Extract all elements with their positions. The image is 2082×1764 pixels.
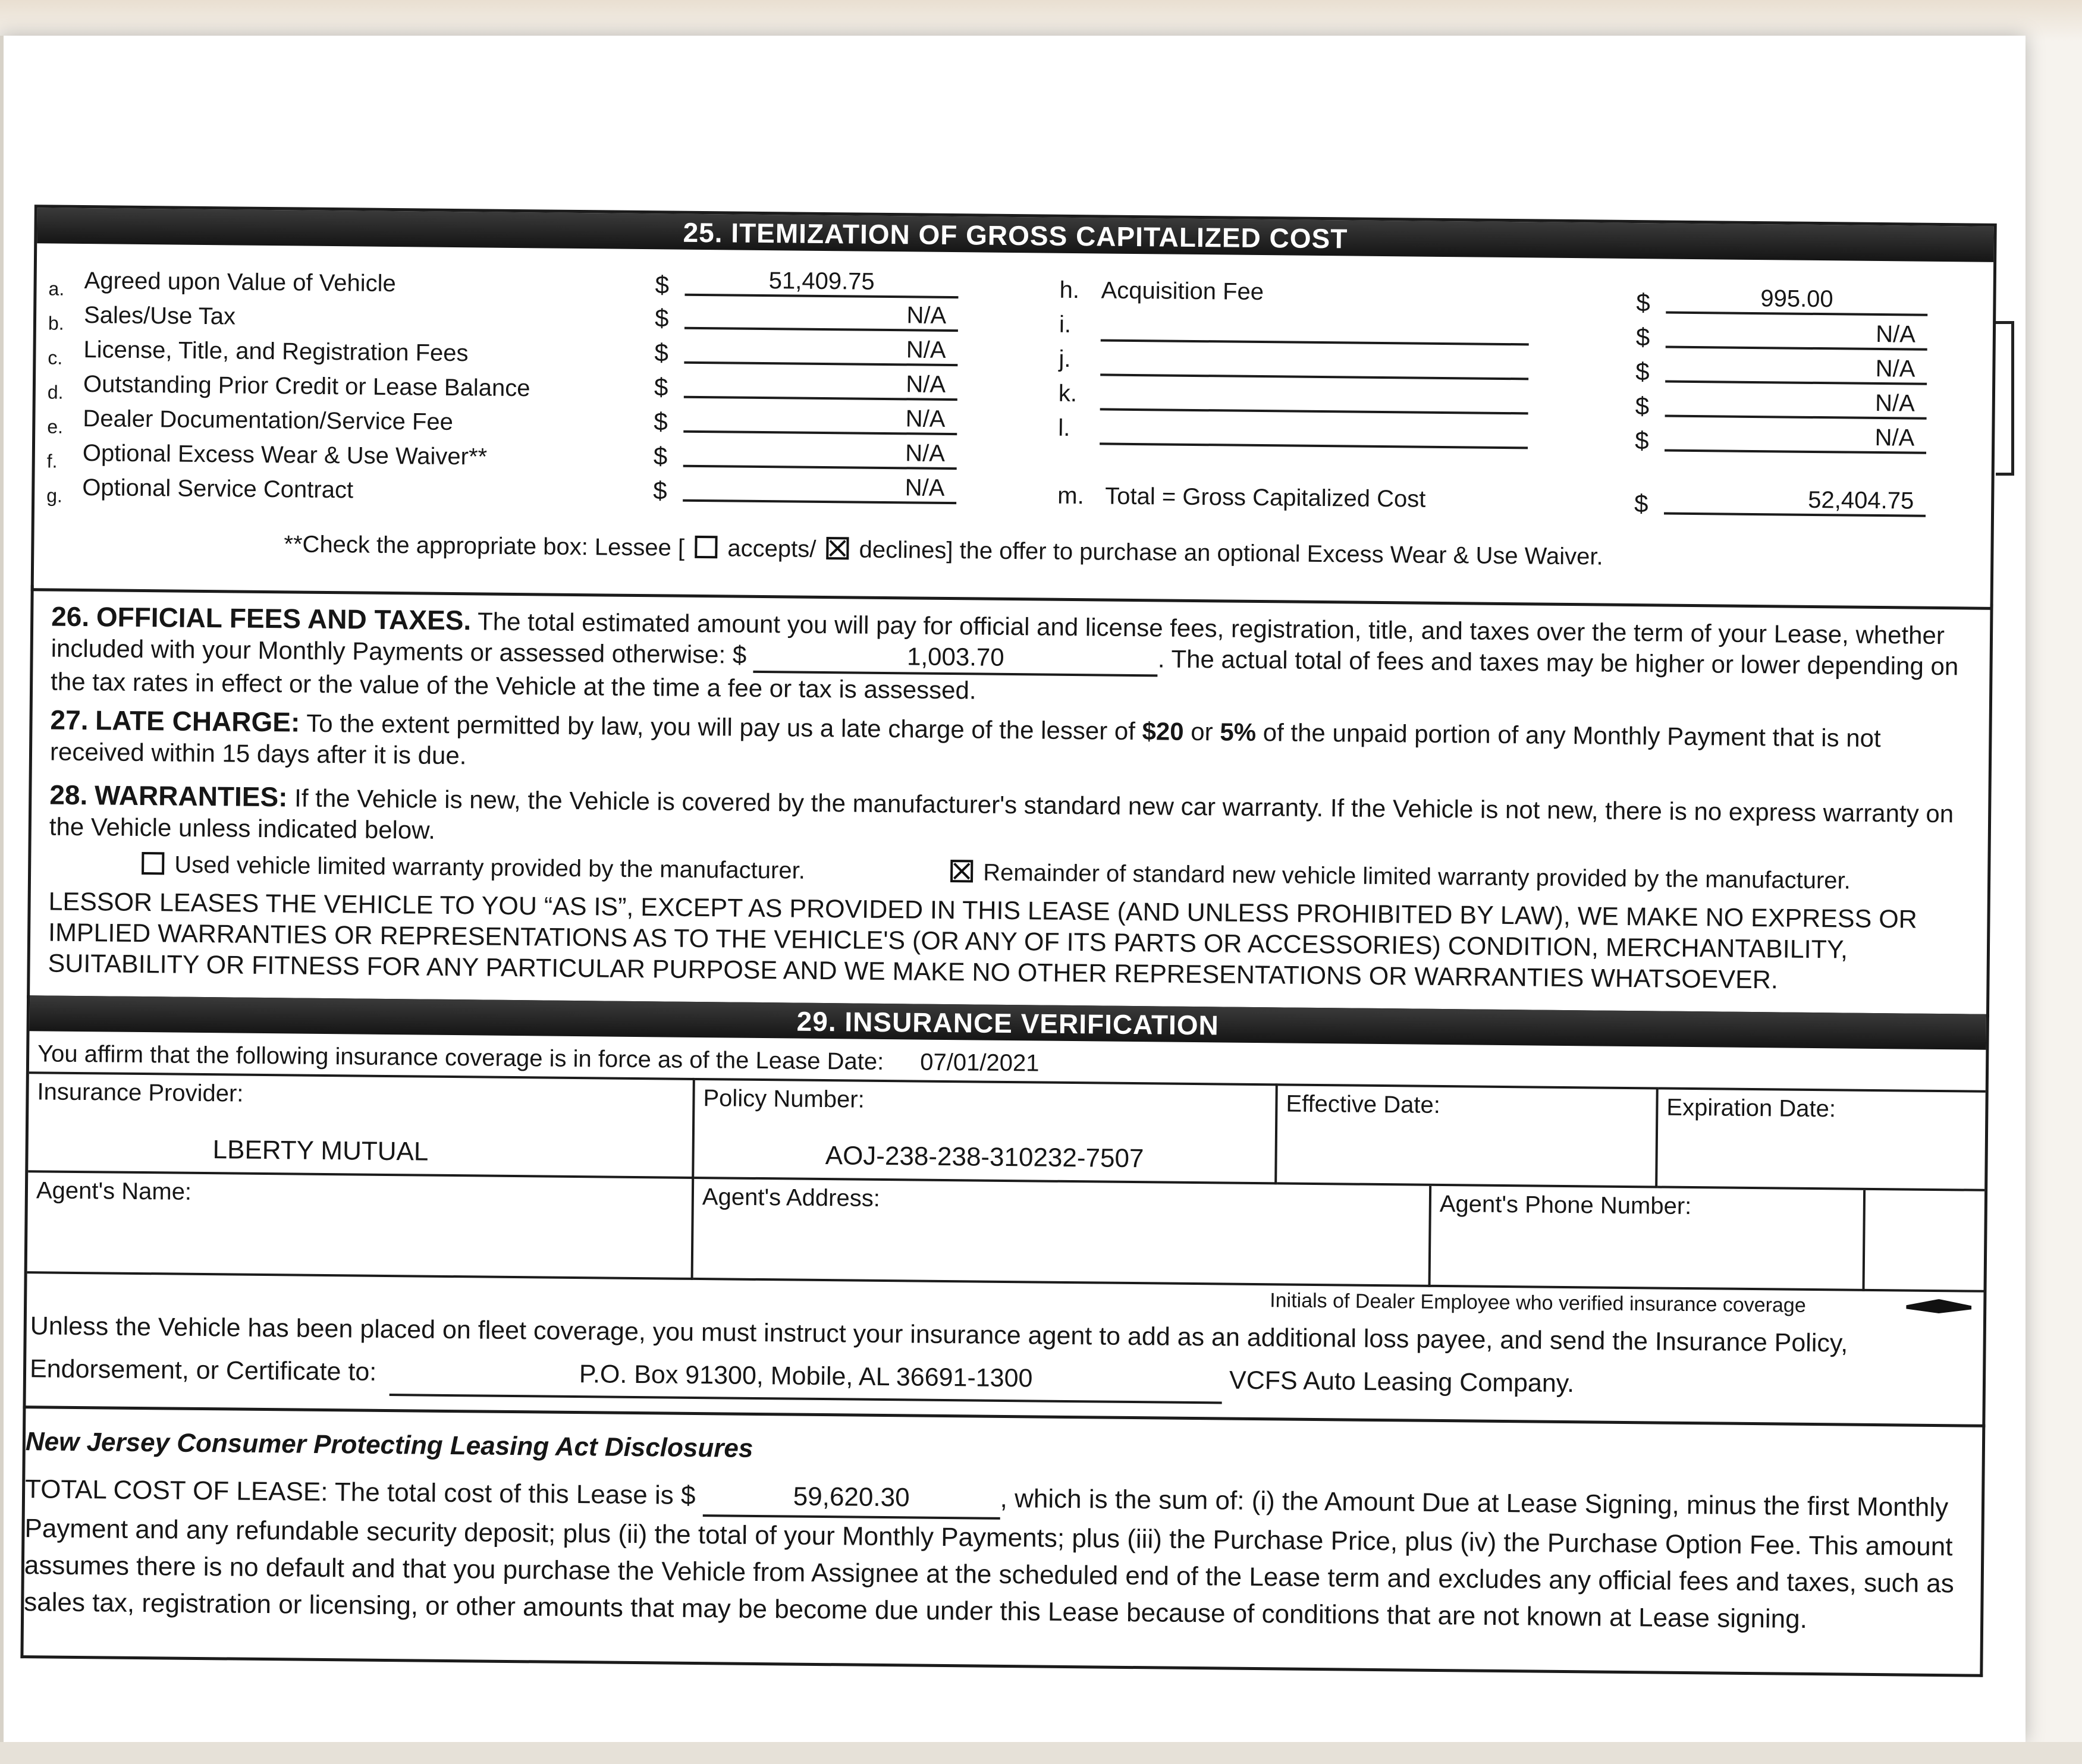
value-field: N/A [1665, 421, 1926, 454]
remainder-warranty-label: Remainder of standard new vehicle limited warranty provided by the manufacturer. [983, 859, 1851, 894]
nj-disclosure-box [20, 1405, 1985, 1677]
section-26-text: The total estimated amount you will pay for official and license fees, registration, title, and taxes over the term of your Lease, whether included with your Monthly Payments or assessed otherwise: $ [51, 607, 1945, 669]
currency-sign: $ [1635, 323, 1650, 351]
remainder-warranty-checkbox[interactable] [950, 860, 973, 882]
insurance-provider-label: Insurance Provider: [37, 1078, 244, 1107]
item-label: Dealer Documentation/Service Fee [83, 405, 454, 435]
value-field: 51,409.75 [684, 265, 958, 298]
item-label: Optional Service Contract [82, 474, 354, 504]
currency-sign: $ [654, 373, 668, 401]
effective-date-label: Effective Date: [1286, 1090, 1441, 1118]
blank-field [1100, 345, 1528, 380]
sections-26-28-box [27, 585, 1993, 1017]
blank-field [1101, 310, 1529, 345]
value-field: N/A [684, 333, 957, 366]
item-letter: j. [1059, 345, 1071, 372]
page-bottom-shadow [0, 1742, 2082, 1764]
item-letter: c. [48, 347, 63, 369]
instruction-text: Unless the Vehicle has been placed on fleet coverage, you must instruct your insurance agent to add as an additional loss payee, and send the Insurance Policy, Endorsement, or Certificate to: [29, 1312, 1848, 1386]
agent-address-cell [693, 1179, 1432, 1287]
section-28-text: If the Vehicle is new, the Vehicle is covered by the manufacturer's standard new car warranty. If the Vehicle is not new, there is no express warranty on the Vehicle unless indicated below. [49, 784, 1954, 844]
accepts-label: accepts/ [727, 535, 817, 562]
as-is-disclaimer: LESSOR LEASES THE VEHICLE TO YOU “AS IS”, EXCEPT AS PROVIDED IN THIS LEASE (AND UNLESS PROHIBITED BY LAW), WE MAKE NO EXPRESS OR IMPLIED WARRANTIES OR REPRESENTATIONS AS TO THE VEHICLE'S (OR ANY OF ITS PARTS OR ACCESSORIES) CONDITION, MERCHANTABILITY, SUITABILITY OR FITNESS FOR ANY PARTICULAR PURPOSE AND WE MAKE NO OTHER REPRESENTATIONS OR WARRANTIES WHATSOEVER. [48, 887, 1917, 995]
currency-sign: $ [653, 442, 668, 470]
section-25-box [31, 205, 1997, 610]
waiver-check-row [284, 531, 1603, 570]
waiver-note-end: declines] the offer to purchase an optional Excess Wear & Use Waiver. [859, 536, 1603, 570]
section-27-number: 27. [50, 704, 89, 736]
section-25-title: 25. ITEMIZATION OF GROSS CAPITALIZED COST [37, 207, 1993, 262]
section-27-text-end: of the unpaid portion of any Monthly Payment that is not received within 15 days after it is due. [49, 718, 1881, 770]
currency-sign: $ [1634, 426, 1649, 455]
value-field: N/A [1665, 352, 1927, 385]
item-letter: e. [47, 416, 64, 438]
margin-bracket [1996, 321, 2014, 476]
payee-company: VCFS Auto Leasing Company. [1229, 1366, 1575, 1398]
insurance-provider-value: LBERTY MUTUAL [212, 1135, 429, 1166]
used-warranty-option [138, 851, 805, 885]
fees-taxes-amount: 1,003.70 [753, 640, 1158, 677]
item-letter: a. [48, 278, 65, 300]
agent-name-label: Agent's Name: [36, 1177, 192, 1205]
section-26-text-end: . The actual total of fees and taxes may be higher or lower depending on the tax rates in effect or the value of the Vehicle at the time a fee or tax is assessed. [50, 644, 1959, 705]
payee-address: P.O. Box 91300, Mobile, AL 36691-1300 [390, 1351, 1223, 1404]
section-26-para [51, 601, 1972, 716]
currency-sign: $ [654, 407, 668, 436]
item-letter: k. [1058, 380, 1078, 407]
currency-sign: $ [654, 304, 669, 332]
section-28-number: 28. [49, 779, 88, 811]
late-fee-percent: 5% [1220, 718, 1257, 746]
accepts-checkbox[interactable] [695, 536, 717, 558]
nj-heading: New Jersey Consumer Protecting Leasing Act Disclosures [25, 1427, 753, 1463]
waiver-note-start: **Check the appropriate box: Lessee [ [284, 531, 685, 561]
expiration-date-label: Expiration Date: [1666, 1094, 1836, 1122]
item-label: Agreed upon Value of Vehicle [84, 268, 396, 297]
section-27-heading: LATE CHARGE: [95, 705, 300, 738]
value-field: 995.00 [1666, 283, 1927, 316]
section-29-box [23, 995, 1989, 1427]
lease-form [20, 205, 1996, 1686]
policy-number-label: Policy Number: [703, 1085, 865, 1113]
total-label: Total = Gross Capitalized Cost [1105, 483, 1426, 512]
blank-field [1100, 379, 1528, 414]
policy-number-cell [694, 1078, 1278, 1184]
item-label: Sales/Use Tax [83, 302, 236, 330]
used-warranty-checkbox[interactable] [142, 852, 164, 875]
value-field: N/A [683, 471, 956, 504]
agent-name-cell [27, 1172, 695, 1280]
expiration-date-value [1658, 1149, 1985, 1152]
total-cost-amount: 59,620.30 [702, 1477, 1000, 1520]
used-warranty-label: Used vehicle limited warranty provided by the manufacturer. [174, 851, 806, 884]
value-field: N/A [683, 402, 957, 435]
section-27-para [50, 705, 1971, 786]
total-cost-text: TOTAL COST OF LEASE: The total cost of this Lease is $ [24, 1474, 696, 1510]
initials-mark-icon [1906, 1299, 1971, 1314]
item-letter: i. [1059, 311, 1072, 338]
section-28-para [49, 779, 1971, 861]
blank-field [1100, 414, 1528, 449]
item-letter: f. [46, 450, 58, 472]
currency-sign: $ [653, 476, 667, 505]
expiration-date-cell [1657, 1087, 1986, 1191]
item-letter: h. [1059, 276, 1080, 304]
item-letter: m. [1057, 482, 1084, 510]
section-29-title: 29. INSURANCE VERIFICATION [30, 995, 1986, 1050]
late-fee-amount: $20 [1142, 717, 1184, 746]
section-26-heading: OFFICIAL FEES AND TAXES. [96, 601, 472, 636]
total-value: 52,404.75 [1664, 484, 1926, 517]
lease-document-page [0, 36, 2026, 1742]
item-label: License, Title, and Registration Fees [83, 337, 469, 367]
affirm-text: You affirm that the following insurance coverage is in force as of the Lease Date: [37, 1040, 884, 1075]
value-field: N/A [1666, 317, 1927, 351]
value-field: N/A [684, 367, 957, 401]
section-28-heading: WARRANTIES: [94, 779, 288, 813]
insurance-provider-cell [28, 1071, 695, 1179]
item-letter: b. [48, 312, 64, 334]
nj-total-cost-para [24, 1471, 1970, 1639]
value-field: N/A [684, 298, 958, 332]
item-label: Acquisition Fee [1101, 277, 1264, 306]
agent-phone-cell [1431, 1186, 1866, 1291]
currency-sign: $ [1634, 489, 1648, 518]
agent-address-label: Agent's Address: [702, 1184, 881, 1212]
currency-sign: $ [1635, 357, 1650, 386]
lease-date: 07/01/2021 [920, 1049, 1040, 1077]
item-label: Outstanding Prior Credit or Lease Balance [83, 371, 530, 402]
currency-sign: $ [655, 271, 670, 299]
agent-phone-extra-cell [1864, 1190, 1984, 1293]
remainder-warranty-option [947, 859, 1851, 895]
policy-number-value: AOJ-238-238-310232-7507 [825, 1141, 1144, 1174]
effective-date-value [1277, 1145, 1656, 1149]
item-letter: d. [47, 381, 64, 403]
affirm-row [37, 1040, 1040, 1077]
value-field: N/A [683, 436, 957, 470]
total-cost-text-end: , which is the sum of: (i) the Amount Due at Lease Signing, minus the first Monthly Payment and any refundable security deposit; plus (ii) the total of your Monthly Payments; plus (iii) the Purchase Price, plus (iv) the Purchase Option Fee. This amount assumes there is no default and that you purchase the Vehicle from Assignee at the scheduled end of the Lease term and excludes any official fees and taxes, such as sales tax, registration or licensing, or other amounts that may be become due under this Lease because of conditions that are not known at Lease signing. [24, 1483, 1955, 1634]
loss-payee-instruction [30, 1304, 1975, 1411]
effective-date-cell [1277, 1083, 1659, 1188]
section-26-number: 26. [51, 600, 90, 633]
agent-phone-label: Agent's Phone Number: [1439, 1190, 1692, 1220]
currency-sign: $ [1636, 288, 1651, 317]
currency-sign: $ [1635, 392, 1650, 420]
currency-sign: $ [654, 338, 669, 367]
item-letter: l. [1058, 414, 1070, 441]
value-field: N/A [1665, 386, 1927, 420]
initials-label: Initials of Dealer Employee who verified insurance coverage [1270, 1289, 1806, 1317]
item-label: Optional Excess Wear & Use Waiver** [82, 440, 488, 470]
late-fee-or: or [1191, 717, 1213, 746]
section-27-text: To the extent permitted by law, you will pay us a late charge of the lesser of [306, 709, 1136, 746]
declines-checkbox[interactable] [826, 537, 849, 559]
item-letter: g. [46, 485, 63, 507]
